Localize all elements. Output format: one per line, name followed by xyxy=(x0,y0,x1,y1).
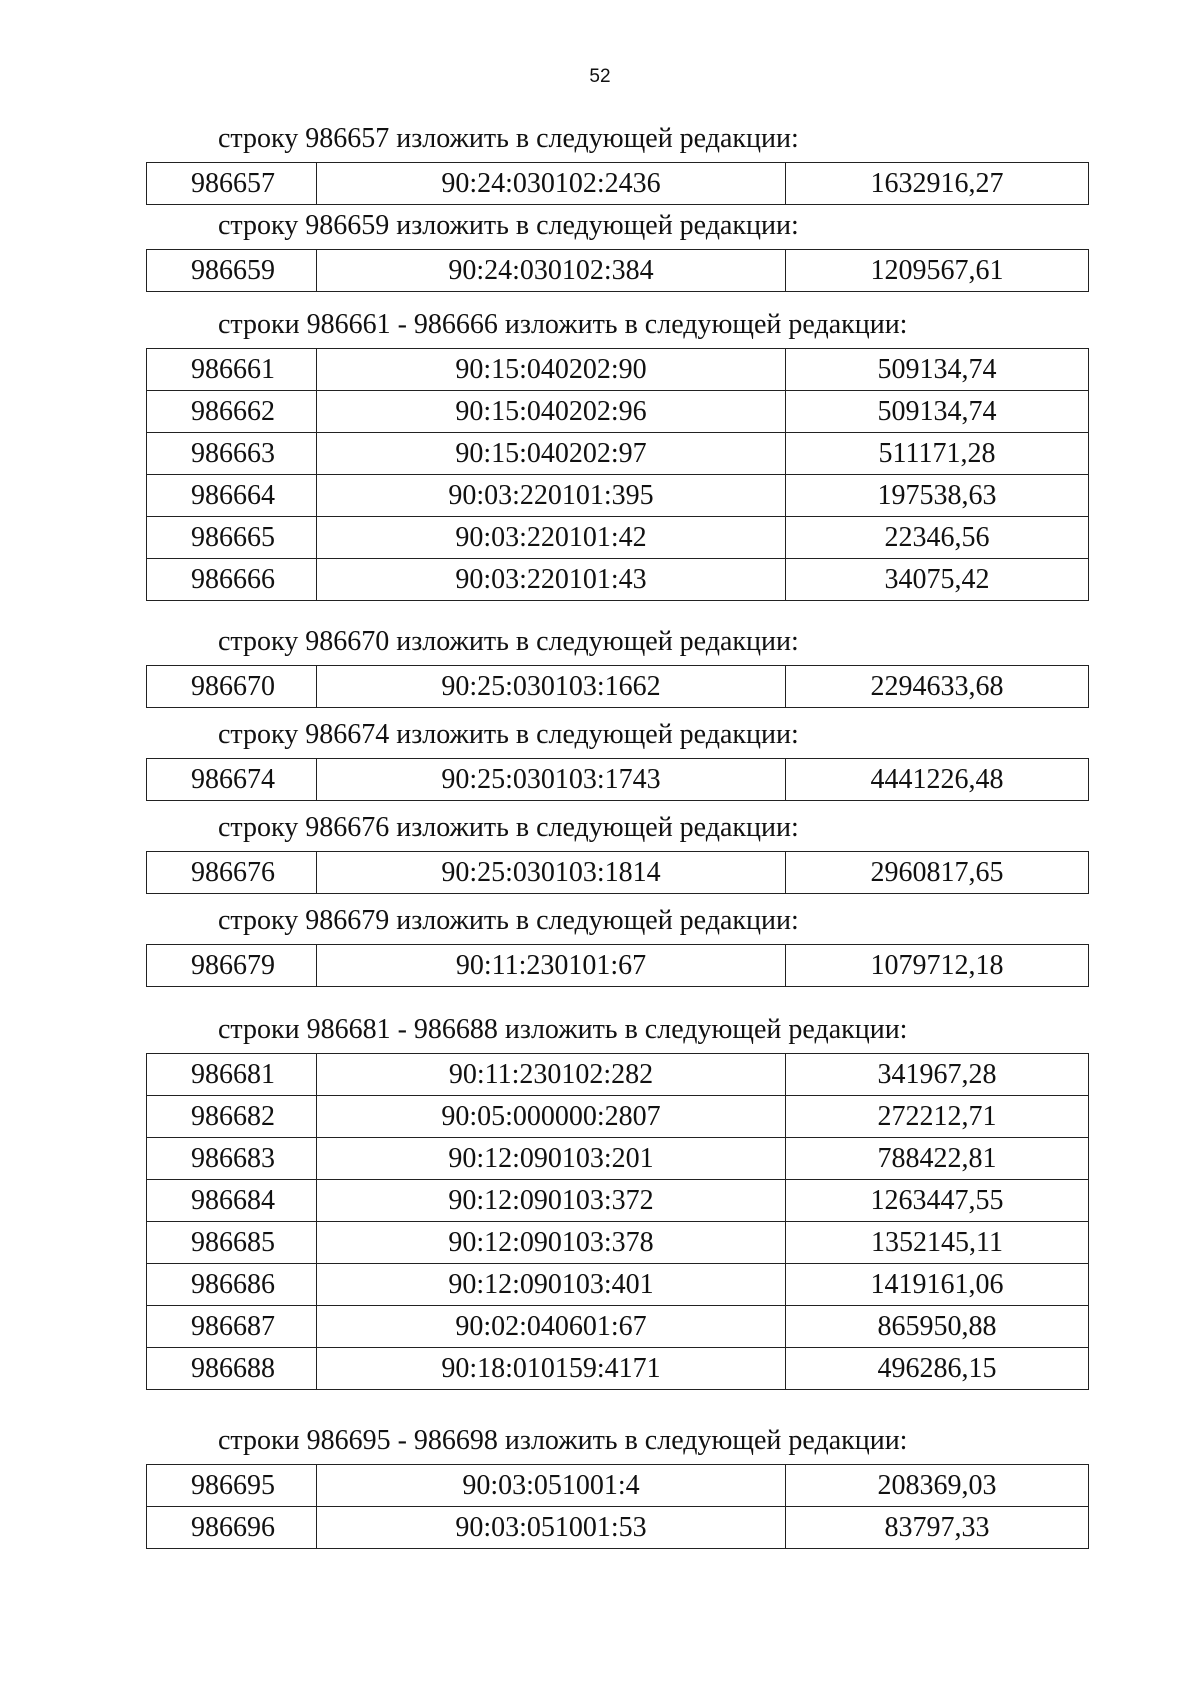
value-cell: 788422,81 xyxy=(786,1138,1089,1180)
row-number-cell: 986676 xyxy=(147,852,317,894)
value-cell: 2960817,65 xyxy=(786,852,1089,894)
cadastral-number-cell: 90:24:030102:2436 xyxy=(317,163,786,205)
amendment-section xyxy=(146,122,1086,205)
value-cell: 496286,15 xyxy=(786,1348,1089,1390)
amendment-table xyxy=(146,851,1089,894)
table-row xyxy=(147,1306,1089,1348)
value-cell: 272212,71 xyxy=(786,1096,1089,1138)
cadastral-number-cell: 90:25:030103:1662 xyxy=(317,666,786,708)
amendment-table xyxy=(146,665,1089,708)
value-cell: 83797,33 xyxy=(786,1507,1089,1549)
value-cell: 511171,28 xyxy=(786,433,1089,475)
cadastral-number-cell: 90:12:090103:401 xyxy=(317,1264,786,1306)
table-row xyxy=(147,1348,1089,1390)
cadastral-number-cell: 90:03:220101:43 xyxy=(317,559,786,601)
cadastral-number-cell: 90:03:220101:395 xyxy=(317,475,786,517)
value-cell: 2294633,68 xyxy=(786,666,1089,708)
row-number-cell: 986681 xyxy=(147,1054,317,1096)
row-number-cell: 986685 xyxy=(147,1222,317,1264)
table-row xyxy=(147,1180,1089,1222)
value-cell: 4441226,48 xyxy=(786,759,1089,801)
row-number-cell: 986665 xyxy=(147,517,317,559)
amendment-section xyxy=(146,904,1086,987)
amendment-table xyxy=(146,758,1089,801)
table-row xyxy=(147,1507,1089,1549)
row-number-cell: 986674 xyxy=(147,759,317,801)
amendment-section xyxy=(146,718,1086,801)
value-cell: 22346,56 xyxy=(786,517,1089,559)
cadastral-number-cell: 90:12:090103:201 xyxy=(317,1138,786,1180)
value-cell: 1079712,18 xyxy=(786,945,1089,987)
cadastral-number-cell: 90:15:040202:90 xyxy=(317,349,786,391)
table-row xyxy=(147,1054,1089,1096)
row-number-cell: 986686 xyxy=(147,1264,317,1306)
amendment-caption: строку 986659 изложить в следующей редакции: xyxy=(218,210,799,241)
cadastral-number-cell: 90:03:051001:53 xyxy=(317,1507,786,1549)
table-row xyxy=(147,475,1089,517)
value-cell: 1209567,61 xyxy=(786,250,1089,292)
row-number-cell: 986661 xyxy=(147,349,317,391)
row-number-cell: 986657 xyxy=(147,163,317,205)
amendment-caption: строку 986657 изложить в следующей редакции: xyxy=(218,123,799,154)
table-row xyxy=(147,349,1089,391)
value-cell: 197538,63 xyxy=(786,475,1089,517)
table-row xyxy=(147,759,1089,801)
table-row xyxy=(147,250,1089,292)
row-number-cell: 986683 xyxy=(147,1138,317,1180)
cadastral-number-cell: 90:11:230101:67 xyxy=(317,945,786,987)
amendment-caption: строку 986670 изложить в следующей редакции: xyxy=(218,626,799,657)
value-cell: 509134,74 xyxy=(786,391,1089,433)
cadastral-number-cell: 90:12:090103:378 xyxy=(317,1222,786,1264)
table-row xyxy=(147,1222,1089,1264)
amendment-section xyxy=(146,1424,1086,1549)
amendment-table xyxy=(146,249,1089,292)
row-number-cell: 986684 xyxy=(147,1180,317,1222)
table-row xyxy=(147,1096,1089,1138)
value-cell: 1263447,55 xyxy=(786,1180,1089,1222)
amendment-section xyxy=(146,1013,1086,1390)
cadastral-number-cell: 90:11:230102:282 xyxy=(317,1054,786,1096)
cadastral-number-cell: 90:02:040601:67 xyxy=(317,1306,786,1348)
amendment-table xyxy=(146,1464,1089,1549)
value-cell: 341967,28 xyxy=(786,1054,1089,1096)
page-number: 52 xyxy=(589,66,611,87)
amendment-section xyxy=(146,209,1086,292)
row-number-cell: 986666 xyxy=(147,559,317,601)
cadastral-number-cell: 90:25:030103:1743 xyxy=(317,759,786,801)
value-cell: 1419161,06 xyxy=(786,1264,1089,1306)
amendment-section xyxy=(146,811,1086,894)
cadastral-number-cell: 90:12:090103:372 xyxy=(317,1180,786,1222)
amendment-caption: строку 986679 изложить в следующей редакции: xyxy=(218,905,799,936)
row-number-cell: 986679 xyxy=(147,945,317,987)
cadastral-number-cell: 90:03:051001:4 xyxy=(317,1465,786,1507)
table-row xyxy=(147,433,1089,475)
table-row xyxy=(147,666,1089,708)
table-row xyxy=(147,945,1089,987)
amendment-caption: строку 986676 изложить в следующей редакции: xyxy=(218,812,799,843)
value-cell: 509134,74 xyxy=(786,349,1089,391)
value-cell: 865950,88 xyxy=(786,1306,1089,1348)
table-row xyxy=(147,517,1089,559)
row-number-cell: 986695 xyxy=(147,1465,317,1507)
row-number-cell: 986664 xyxy=(147,475,317,517)
row-number-cell: 986662 xyxy=(147,391,317,433)
amendment-table xyxy=(146,1053,1089,1390)
table-row xyxy=(147,1138,1089,1180)
amendment-section xyxy=(146,308,1086,601)
row-number-cell: 986663 xyxy=(147,433,317,475)
cadastral-number-cell: 90:25:030103:1814 xyxy=(317,852,786,894)
row-number-cell: 986696 xyxy=(147,1507,317,1549)
cadastral-number-cell: 90:15:040202:97 xyxy=(317,433,786,475)
table-row xyxy=(147,852,1089,894)
amendment-table xyxy=(146,944,1089,987)
table-row xyxy=(147,391,1089,433)
cadastral-number-cell: 90:18:010159:4171 xyxy=(317,1348,786,1390)
value-cell: 208369,03 xyxy=(786,1465,1089,1507)
amendment-table xyxy=(146,162,1089,205)
row-number-cell: 986687 xyxy=(147,1306,317,1348)
amendment-table xyxy=(146,348,1089,601)
table-row xyxy=(147,559,1089,601)
cadastral-number-cell: 90:03:220101:42 xyxy=(317,517,786,559)
table-row xyxy=(147,1465,1089,1507)
cadastral-number-cell: 90:15:040202:96 xyxy=(317,391,786,433)
row-number-cell: 986670 xyxy=(147,666,317,708)
row-number-cell: 986688 xyxy=(147,1348,317,1390)
amendment-caption: строку 986674 изложить в следующей редакции: xyxy=(218,719,799,750)
amendment-caption: строки 986661 - 986666 изложить в следующей редакции: xyxy=(218,309,908,340)
amendment-section xyxy=(146,625,1086,708)
amendment-caption: строки 986681 - 986688 изложить в следующей редакции: xyxy=(218,1014,908,1045)
table-row xyxy=(147,1264,1089,1306)
amendment-caption: строки 986695 - 986698 изложить в следующей редакции: xyxy=(218,1425,908,1456)
value-cell: 1352145,11 xyxy=(786,1222,1089,1264)
row-number-cell: 986682 xyxy=(147,1096,317,1138)
cadastral-number-cell: 90:24:030102:384 xyxy=(317,250,786,292)
value-cell: 1632916,27 xyxy=(786,163,1089,205)
table-row xyxy=(147,163,1089,205)
value-cell: 34075,42 xyxy=(786,559,1089,601)
row-number-cell: 986659 xyxy=(147,250,317,292)
cadastral-number-cell: 90:05:000000:2807 xyxy=(317,1096,786,1138)
